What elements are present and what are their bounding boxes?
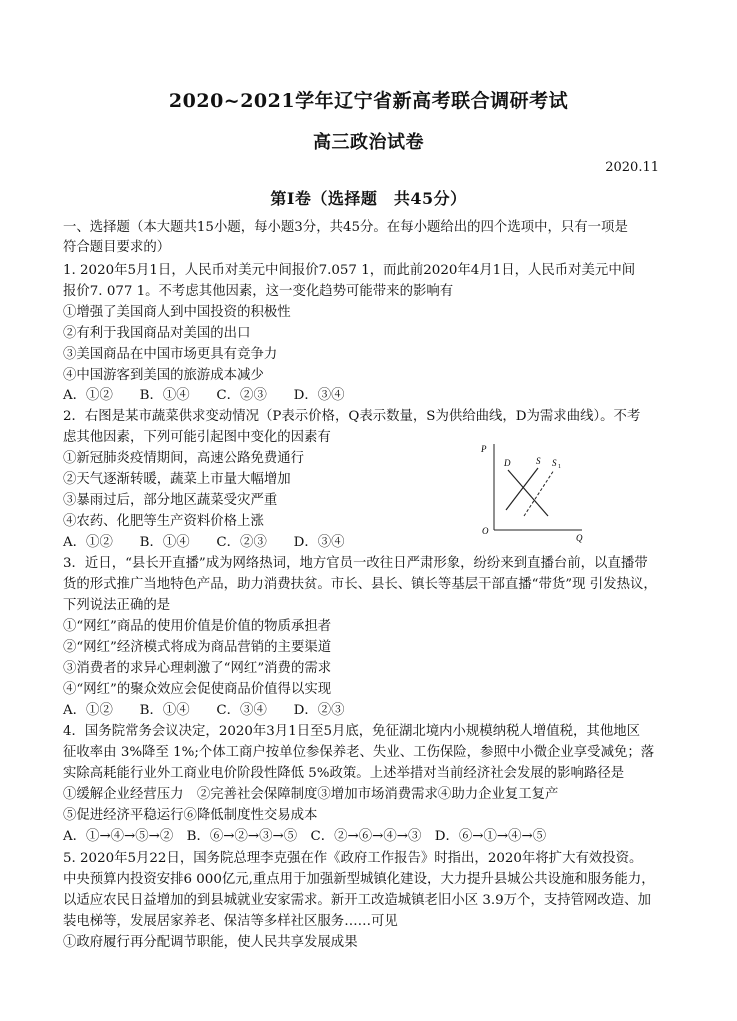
question-2-option: ④农药、化肥等生产资料价格上涨: [63, 514, 264, 529]
demand-label: D: [504, 458, 511, 468]
question-2-option: ②天气逐渐转暖，蔬菜上市量大幅增加: [63, 472, 291, 487]
question-3-stem: 下列说法正确的是: [63, 598, 171, 613]
question-4-stem: 征收率由 3%降至 1%;个体工商户按单位参保养老、失业、工伤保险，参照中小微企业享受减免；落: [63, 745, 655, 760]
question-2-stem: 虑其他因素，下列可能引起图中变化的因素有: [63, 430, 331, 445]
section-title: 第Ⅰ卷（选择题 共45分）: [270, 189, 467, 208]
supply-s1-subscript: 1: [558, 464, 561, 470]
question-3-option: ④“网红”的聚众效应会促使商品价值得以实现: [63, 682, 332, 697]
question-1-choices: A．①② B．①④ C．②③ D．③④: [63, 388, 345, 403]
question-1-option: ④中国游客到美国的旅游成本减少: [63, 368, 264, 383]
question-2-stem: 2．右图是某市蔬菜供求变动情况（P表示价格，Q表示数量，S为供给曲线，D为需求曲线）。不考: [63, 409, 641, 424]
question-2-option: ③暴雨过后，部分地区蔬菜受灾严重: [63, 493, 278, 508]
question-3-stem: 3．近日，“县长开直播”成为网络热词，地方官员一改往日严肃形象，纷纷来到直播台前，以直播带: [63, 556, 648, 571]
quantity-axis-label: Q: [576, 533, 583, 543]
question-1-stem: 1. 2020年5月1日，人民币对美元中间报价7.057 1，而此前2020年4月1日，人民币对美元中间: [63, 263, 636, 278]
supply-label: S: [536, 456, 541, 466]
supply-s1-label: S: [552, 458, 557, 468]
question-2-choices: A．①② B．①④ C．②③ D．③④: [63, 535, 345, 550]
origin-label: O: [482, 526, 489, 536]
question-1-stem: 报价7. 077 1。不考虑其他因素，这一变化趋势可能带来的影响有: [63, 284, 454, 299]
question-1-option: ②有利于我国商品对美国的出口: [63, 326, 251, 341]
question-4-choices: A．①→④→⑤→② B．⑥→②→③→⑤ C．②→⑥→④→③ D．⑥→①→④→⑤: [63, 829, 547, 844]
instructions-line: 一、选择题（本大题共15小题，每小题3分，共45分。在每小题给出的四个选项中，只有一项是: [63, 220, 628, 235]
question-4-option: ⑤促进经济平稳运行⑥降低制度性交易成本: [63, 808, 318, 823]
price-axis-label: P: [481, 444, 487, 454]
question-5-option: ①政府履行再分配调节职能，使人民共享发展成果: [63, 935, 358, 950]
question-5-stem: 中央预算内投资安排6 000亿元,重点用于加强新型城镇化建设，大力提升县城公共设施和服务能力，: [63, 872, 655, 887]
question-3-stem: 货的形式推广当地特色产品，助力消费扶贫。市长、县长、镇长等基层干部直播“带货”现 引发热议，: [63, 577, 657, 592]
exam-title: 2020~2021学年辽宁省新高考联合调研考试: [168, 90, 569, 112]
question-4-option: ①缓解企业经营压力 ②完善社会保障制度③增加市场消费需求④助力企业复工复产: [63, 787, 559, 802]
exam-subtitle: 高三政治试卷: [313, 132, 424, 153]
question-1-option: ①增强了美国商人到中国投资的积极性: [63, 305, 291, 320]
question-5-stem: 5. 2020年5月22日，国务院总理李克强在作《政府工作报告》时指出，2020年将扩大有效投资。: [63, 851, 643, 866]
supply-demand-graph: [478, 440, 588, 544]
instructions-line: 符合题目要求的）: [63, 240, 171, 255]
question-1-option: ③美国商品在中国市场更具有竞争力: [63, 347, 278, 362]
exam-date: 2020.11: [605, 160, 659, 175]
question-3-option: ③消费者的求异心理刺激了“网红”消费的需求: [63, 661, 332, 676]
question-5-stem: 装电梯等，发展居家养老、保洁等多样社区服务……可见: [63, 914, 398, 929]
question-4-stem: 实除高耗能行业外工商业电价阶段性降低 5%政策。上述举措对当前经济社会发展的影响路径是: [63, 766, 625, 781]
question-5-stem: 以适应农民日益增加的到县城就业安家需求。新开工改造城镇老旧小区 3.9万个，支持管网改造、加: [63, 893, 651, 908]
question-3-option: ①“网红”商品的使用价值是价值的物质承担者: [63, 619, 332, 634]
question-3-option: ②“网红”经济模式将成为商品营销的主要渠道: [63, 640, 332, 655]
question-2-option: ①新冠肺炎疫情期间，高速公路免费通行: [63, 451, 305, 466]
question-3-choices: A．①② B．①④ C．③④ D．②③: [63, 703, 345, 718]
supply-curve-s: [506, 468, 538, 510]
question-4-stem: 4．国务院常务会议决定，2020年3月1日至5月底，免征湖北境内小规模纳税人增值税，其他地区: [63, 724, 640, 739]
